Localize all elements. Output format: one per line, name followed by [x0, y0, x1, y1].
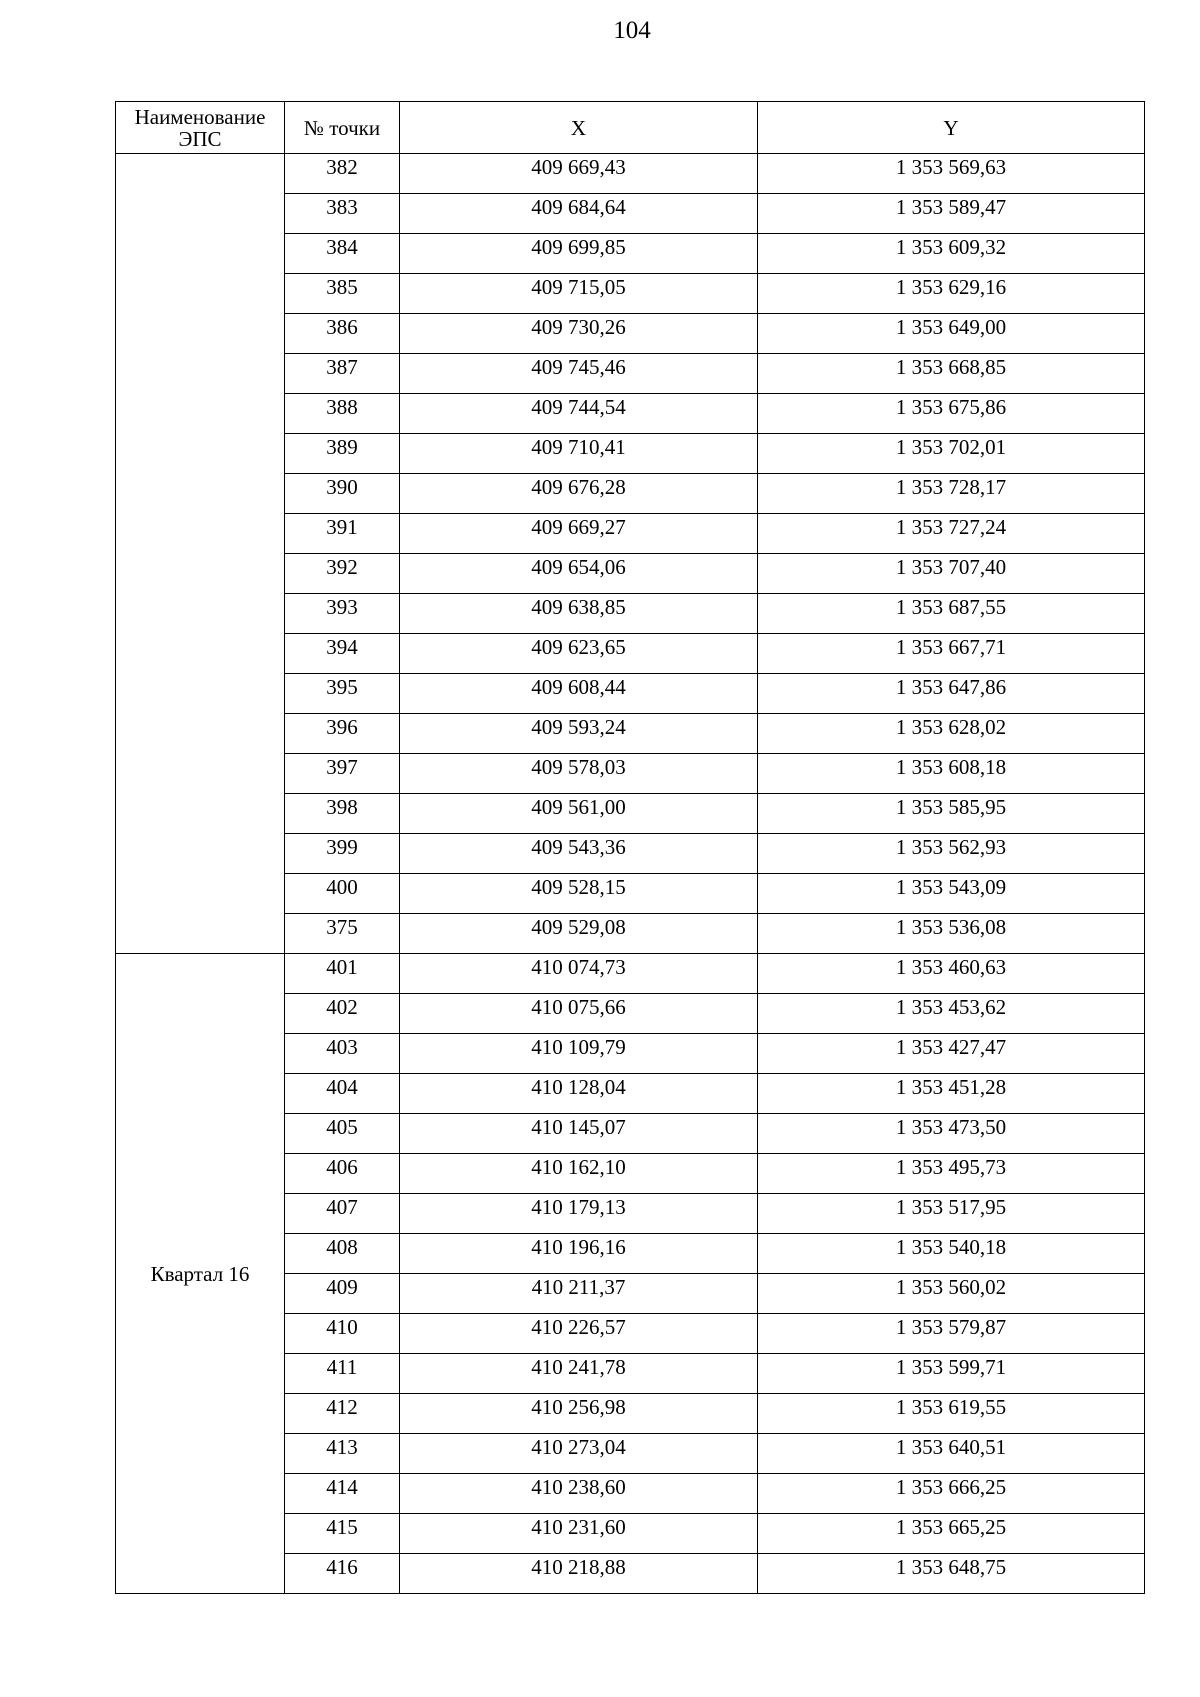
header-x: X	[400, 102, 758, 154]
point-number-cell: 398	[285, 794, 400, 834]
x-coordinate-cell: 410 145,07	[400, 1114, 758, 1154]
point-number-cell: 388	[285, 394, 400, 434]
page-number: 104	[613, 17, 651, 44]
point-number-cell: 385	[285, 274, 400, 314]
point-number-cell: 387	[285, 354, 400, 394]
y-coordinate-cell: 1 353 675,86	[758, 394, 1145, 434]
x-coordinate-cell: 409 638,85	[400, 594, 758, 634]
point-number-cell: 412	[285, 1394, 400, 1434]
point-number-cell: 396	[285, 714, 400, 754]
x-coordinate-cell: 409 669,27	[400, 514, 758, 554]
point-number-cell: 411	[285, 1354, 400, 1394]
y-coordinate-cell: 1 353 585,95	[758, 794, 1145, 834]
point-number-cell: 394	[285, 634, 400, 674]
x-coordinate-cell: 410 074,73	[400, 954, 758, 994]
x-coordinate-cell: 409 578,03	[400, 754, 758, 794]
y-coordinate-cell: 1 353 540,18	[758, 1234, 1145, 1274]
y-coordinate-cell: 1 353 495,73	[758, 1154, 1145, 1194]
x-coordinate-cell: 410 162,10	[400, 1154, 758, 1194]
x-coordinate-cell: 409 608,44	[400, 674, 758, 714]
x-coordinate-cell: 410 218,88	[400, 1554, 758, 1594]
table-row	[116, 954, 1145, 994]
y-coordinate-cell: 1 353 707,40	[758, 554, 1145, 594]
point-number-cell: 395	[285, 674, 400, 714]
y-coordinate-cell: 1 353 536,08	[758, 914, 1145, 954]
y-coordinate-cell: 1 353 517,95	[758, 1194, 1145, 1234]
y-coordinate-cell: 1 353 619,55	[758, 1394, 1145, 1434]
x-coordinate-cell: 409 528,15	[400, 874, 758, 914]
y-coordinate-cell: 1 353 562,93	[758, 834, 1145, 874]
y-coordinate-cell: 1 353 608,18	[758, 754, 1145, 794]
point-number-cell: 401	[285, 954, 400, 994]
y-coordinate-cell: 1 353 589,47	[758, 194, 1145, 234]
x-coordinate-cell: 409 745,46	[400, 354, 758, 394]
point-number-cell: 386	[285, 314, 400, 354]
point-number-cell: 383	[285, 194, 400, 234]
y-coordinate-cell: 1 353 628,02	[758, 714, 1145, 754]
y-coordinate-cell: 1 353 687,55	[758, 594, 1145, 634]
point-number-cell: 399	[285, 834, 400, 874]
x-coordinate-cell: 410 241,78	[400, 1354, 758, 1394]
point-number-cell: 390	[285, 474, 400, 514]
y-coordinate-cell: 1 353 640,51	[758, 1434, 1145, 1474]
y-coordinate-cell: 1 353 579,87	[758, 1314, 1145, 1354]
point-number-cell: 410	[285, 1314, 400, 1354]
y-coordinate-cell: 1 353 460,63	[758, 954, 1145, 994]
y-coordinate-cell: 1 353 666,25	[758, 1474, 1145, 1514]
x-coordinate-cell: 409 623,65	[400, 634, 758, 674]
point-number-cell: 389	[285, 434, 400, 474]
y-coordinate-cell: 1 353 609,32	[758, 234, 1145, 274]
y-coordinate-cell: 1 353 647,86	[758, 674, 1145, 714]
x-coordinate-cell: 409 529,08	[400, 914, 758, 954]
point-number-cell: 405	[285, 1114, 400, 1154]
point-number-cell: 400	[285, 874, 400, 914]
x-coordinate-cell: 409 669,43	[400, 154, 758, 194]
x-coordinate-cell: 409 593,24	[400, 714, 758, 754]
x-coordinate-cell: 409 710,41	[400, 434, 758, 474]
header-eps-name: Наименование ЭПС	[116, 102, 285, 154]
table-row	[116, 154, 1145, 194]
x-coordinate-cell: 410 256,98	[400, 1394, 758, 1434]
y-coordinate-cell: 1 353 667,71	[758, 634, 1145, 674]
y-coordinate-cell: 1 353 668,85	[758, 354, 1145, 394]
x-coordinate-cell: 409 543,36	[400, 834, 758, 874]
x-coordinate-cell: 409 715,05	[400, 274, 758, 314]
point-number-cell: 407	[285, 1194, 400, 1234]
y-coordinate-cell: 1 353 473,50	[758, 1114, 1145, 1154]
x-coordinate-cell: 409 561,00	[400, 794, 758, 834]
point-number-cell: 391	[285, 514, 400, 554]
point-number-cell: 393	[285, 594, 400, 634]
y-coordinate-cell: 1 353 702,01	[758, 434, 1145, 474]
y-coordinate-cell: 1 353 543,09	[758, 874, 1145, 914]
header-point-number: № точки	[285, 102, 400, 154]
y-coordinate-cell: 1 353 451,28	[758, 1074, 1145, 1114]
x-coordinate-cell: 409 654,06	[400, 554, 758, 594]
point-number-cell: 409	[285, 1274, 400, 1314]
point-number-cell: 397	[285, 754, 400, 794]
x-coordinate-cell: 410 196,16	[400, 1234, 758, 1274]
x-coordinate-cell: 410 128,04	[400, 1074, 758, 1114]
point-number-cell: 382	[285, 154, 400, 194]
point-number-cell: 406	[285, 1154, 400, 1194]
point-number-cell: 404	[285, 1074, 400, 1114]
point-number-cell: 402	[285, 994, 400, 1034]
y-coordinate-cell: 1 353 560,02	[758, 1274, 1145, 1314]
x-coordinate-cell: 410 273,04	[400, 1434, 758, 1474]
y-coordinate-cell: 1 353 569,63	[758, 154, 1145, 194]
header-y: Y	[758, 102, 1145, 154]
point-number-cell: 403	[285, 1034, 400, 1074]
coordinates-table	[115, 101, 1145, 1594]
point-number-cell: 408	[285, 1234, 400, 1274]
point-number-cell: 416	[285, 1554, 400, 1594]
point-number-cell: 375	[285, 914, 400, 954]
x-coordinate-cell: 410 238,60	[400, 1474, 758, 1514]
x-coordinate-cell: 409 730,26	[400, 314, 758, 354]
eps-name-cell: Квартал 16	[116, 954, 285, 1594]
x-coordinate-cell: 410 231,60	[400, 1514, 758, 1554]
x-coordinate-cell: 409 684,64	[400, 194, 758, 234]
y-coordinate-cell: 1 353 665,25	[758, 1514, 1145, 1554]
x-coordinate-cell: 409 744,54	[400, 394, 758, 434]
point-number-cell: 384	[285, 234, 400, 274]
point-number-cell: 392	[285, 554, 400, 594]
x-coordinate-cell: 410 075,66	[400, 994, 758, 1034]
table-body	[116, 154, 1145, 1594]
eps-name-cell	[116, 154, 285, 954]
x-coordinate-cell: 409 699,85	[400, 234, 758, 274]
point-number-cell: 414	[285, 1474, 400, 1514]
x-coordinate-cell: 410 211,37	[400, 1274, 758, 1314]
x-coordinate-cell: 410 109,79	[400, 1034, 758, 1074]
point-number-cell: 413	[285, 1434, 400, 1474]
table-header-row	[116, 102, 1145, 154]
y-coordinate-cell: 1 353 427,47	[758, 1034, 1145, 1074]
y-coordinate-cell: 1 353 648,75	[758, 1554, 1145, 1594]
x-coordinate-cell: 409 676,28	[400, 474, 758, 514]
point-number-cell: 415	[285, 1514, 400, 1554]
y-coordinate-cell: 1 353 599,71	[758, 1354, 1145, 1394]
y-coordinate-cell: 1 353 649,00	[758, 314, 1145, 354]
y-coordinate-cell: 1 353 629,16	[758, 274, 1145, 314]
x-coordinate-cell: 410 179,13	[400, 1194, 758, 1234]
x-coordinate-cell: 410 226,57	[400, 1314, 758, 1354]
y-coordinate-cell: 1 353 728,17	[758, 474, 1145, 514]
y-coordinate-cell: 1 353 453,62	[758, 994, 1145, 1034]
y-coordinate-cell: 1 353 727,24	[758, 514, 1145, 554]
